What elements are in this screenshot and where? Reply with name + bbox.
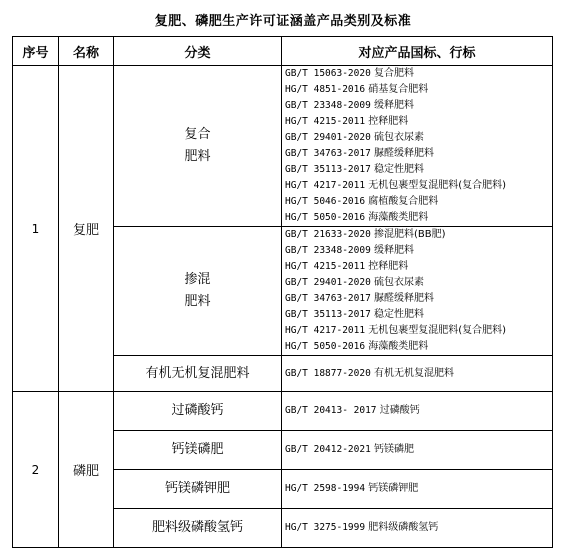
standard-product: 肥料级磷酸氢钙 <box>368 522 439 533</box>
standard-entry <box>285 146 552 162</box>
standards-cell <box>282 392 553 431</box>
standards-cell <box>282 66 553 227</box>
category-cell <box>114 431 282 470</box>
standard-product: 脲醛缓释肥料 <box>373 148 434 159</box>
standards-cell <box>282 356 553 392</box>
category-cell <box>114 509 282 548</box>
group-name: 复肥 <box>59 66 114 392</box>
header-name: 名称 <box>59 37 114 66</box>
standard-product: 海藻酸类肥料 <box>368 212 429 223</box>
standard-entry <box>285 98 552 114</box>
standard-code: HG/T 5050-2016 <box>285 341 366 352</box>
standard-product: 掺混肥料(BB肥) <box>373 229 446 240</box>
standard-product: 海藻酸类肥料 <box>368 341 429 352</box>
category-label: 过磷酸钙 <box>171 403 224 418</box>
category-cell <box>114 227 282 356</box>
category-label: 掺混 <box>184 272 211 287</box>
standard-code: HG/T 3275-1999 <box>285 522 366 533</box>
header-row <box>13 37 553 66</box>
standard-product: 稳定性肥料 <box>373 164 424 175</box>
standard-product: 稳定性肥料 <box>373 309 424 320</box>
standards-cell <box>282 227 553 356</box>
standard-code: GB/T 15063-2020 <box>285 68 371 79</box>
standard-product: 硫包衣尿素 <box>373 132 424 143</box>
standard-entry <box>285 275 552 291</box>
category-cell <box>114 470 282 509</box>
standard-entry <box>285 403 552 419</box>
standard-code: GB/T 34763-2017 <box>285 148 371 159</box>
standard-entry <box>285 442 552 458</box>
standard-product: 过磷酸钙 <box>379 405 420 416</box>
group-name: 磷肥 <box>59 392 114 548</box>
standard-entry <box>285 307 552 323</box>
group-index: 1 <box>13 66 59 392</box>
standard-product: 有机无机复混肥料 <box>373 367 454 379</box>
standard-entry <box>285 162 552 178</box>
standard-code: GB/T 23348-2009 <box>285 100 371 111</box>
table-row <box>13 392 553 431</box>
standard-code: GB/T 23348-2009 <box>285 245 371 256</box>
standard-product: 钙镁磷肥 <box>373 444 414 455</box>
category-label: 肥料 <box>184 294 211 309</box>
standard-product: 脲醛缓释肥料 <box>373 293 434 304</box>
standard-code: HG/T 4217-2011 <box>285 325 366 336</box>
standard-code: HG/T 5046-2016 <box>285 196 366 207</box>
standard-code: GB/T 20413- 2017 <box>285 405 377 416</box>
standard-entry <box>285 481 552 497</box>
standard-entry <box>285 114 552 130</box>
standards-cell <box>282 431 553 470</box>
standard-code: HG/T 2598-1994 <box>285 483 366 494</box>
standard-code: GB/T 21633-2020 <box>285 229 371 240</box>
category-label: 肥料级磷酸氢钙 <box>151 520 243 535</box>
standard-code: GB/T 35113-2017 <box>285 164 371 175</box>
standard-code: GB/T 18877-2020 <box>285 367 371 379</box>
standard-entry <box>285 130 552 146</box>
header-index: 序号 <box>13 37 59 66</box>
standard-entry <box>285 243 552 259</box>
standard-product: 缓释肥料 <box>373 245 414 256</box>
standard-entry <box>285 227 552 243</box>
standard-product: 硫包衣尿素 <box>373 277 424 288</box>
standard-product: 钙镁磷钾肥 <box>368 483 419 494</box>
standard-product: 硝基复合肥料 <box>368 84 429 95</box>
standard-entry <box>285 339 552 355</box>
category-label: 有机无机复混肥料 <box>145 365 250 381</box>
standard-entry <box>285 259 552 275</box>
standard-entry <box>285 366 552 382</box>
category-cell <box>114 356 282 392</box>
category-label: 钙镁磷肥 <box>171 442 224 457</box>
standard-product: 控释肥料 <box>368 261 409 272</box>
category-label: 复合 <box>184 127 211 142</box>
standard-entry <box>285 210 552 226</box>
standard-code: HG/T 4217-2011 <box>285 180 366 191</box>
group-index: 2 <box>13 392 59 548</box>
standard-entry <box>285 194 552 210</box>
standard-code: GB/T 34763-2017 <box>285 293 371 304</box>
standard-code: GB/T 29401-2020 <box>285 277 371 288</box>
category-label: 肥料 <box>184 149 211 164</box>
standard-code: HG/T 4215-2011 <box>285 116 366 127</box>
standard-entry <box>285 520 552 536</box>
standard-product: 控释肥料 <box>368 116 409 127</box>
standard-code: HG/T 5050-2016 <box>285 212 366 223</box>
standard-code: HG/T 4215-2011 <box>285 261 366 272</box>
category-cell <box>114 66 282 227</box>
standards-table <box>12 36 553 548</box>
standard-code: GB/T 35113-2017 <box>285 309 371 320</box>
header-standards: 对应产品国标、行标 <box>282 37 553 66</box>
standard-entry <box>285 323 552 339</box>
standards-cell <box>282 470 553 509</box>
standard-entry <box>285 291 552 307</box>
standard-product: 无机包裹型复混肥料(复合肥料) <box>368 180 507 191</box>
page-title: 复肥、磷肥生产许可证涵盖产品类别及标准 <box>154 14 412 29</box>
category-cell <box>114 392 282 431</box>
standards-cell <box>282 509 553 548</box>
standard-entry <box>285 66 552 82</box>
standard-product: 腐植酸复合肥料 <box>368 196 439 207</box>
header-category: 分类 <box>114 37 282 66</box>
standard-code: GB/T 20412-2021 <box>285 444 371 455</box>
standard-product: 无机包裹型复混肥料(复合肥料) <box>368 325 507 336</box>
standard-entry <box>285 82 552 98</box>
standard-product: 缓释肥料 <box>373 100 414 111</box>
standard-entry <box>285 178 552 194</box>
standard-code: GB/T 29401-2020 <box>285 132 371 143</box>
standard-product: 复合肥料 <box>373 68 414 79</box>
standard-code: HG/T 4851-2016 <box>285 84 366 95</box>
table-row <box>13 66 553 227</box>
category-label: 钙镁磷钾肥 <box>164 481 230 496</box>
